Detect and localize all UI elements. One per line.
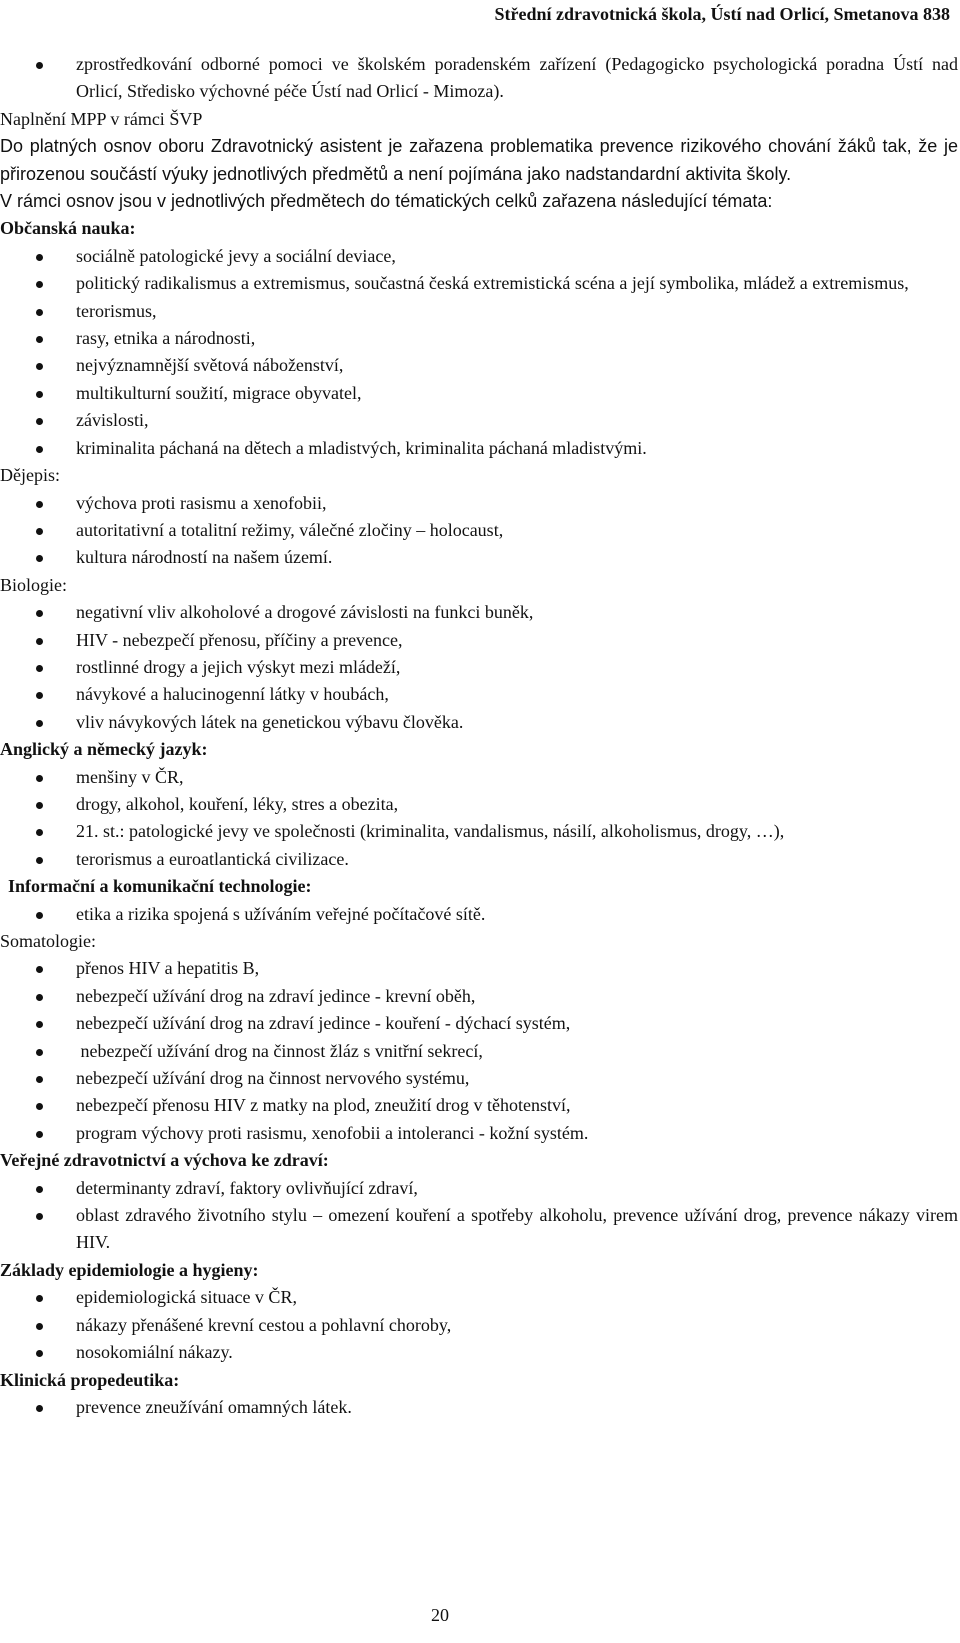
subject-heading-civics: Občanská nauka:: [0, 218, 136, 239]
list-item: kultura národností na našem území.: [0, 544, 958, 571]
bullet-icon: [36, 665, 43, 672]
list-item: determinanty zdraví, faktory ovlivňující zdraví,: [0, 1175, 958, 1202]
bullet-icon: [36, 418, 43, 425]
list-item: nebezpečí užívání drog na zdraví jedince - krevní oběh,: [0, 983, 958, 1010]
subject-list-civics: [0, 243, 958, 462]
bullet-icon: [36, 638, 43, 645]
list-item: politický radikalismus a extremismus, součastná česká extremistická scéna a její symbolika, mládež a extremismus,: [0, 270, 958, 297]
bullet-icon: [36, 720, 43, 727]
subject-list-history: [0, 490, 958, 572]
list-item: epidemiologická situace v ČR,: [0, 1284, 958, 1311]
list-item: etika a rizika spojená s užíváním veřejné počítačové sítě.: [0, 901, 958, 928]
list-item: negativní vliv alkoholové a drogové závislosti na funkci buněk,: [0, 599, 958, 626]
bullet-icon: [36, 857, 43, 864]
subject-heading-ict: Informační a komunikační technologie:: [8, 876, 312, 897]
bullet-icon: [36, 501, 43, 508]
page-number: 20: [431, 1605, 449, 1625]
list-item: prevence zneužívání omamných látek.: [0, 1394, 958, 1421]
list-item: multikulturní soužití, migrace obyvatel,: [0, 380, 958, 407]
bullet-icon: [36, 1186, 43, 1193]
bullet-icon: [36, 336, 43, 343]
bullet-icon: [36, 254, 43, 261]
list-item: terorismus a euroatlantická civilizace.: [0, 846, 958, 873]
list-item: rasy, etnika a národnosti,: [0, 325, 958, 352]
list-item: sociálně patologické jevy a sociální deviace,: [0, 243, 958, 270]
list-item: závislosti,: [0, 407, 958, 434]
bullet-icon: [36, 1103, 43, 1110]
list-item: rostlinné drogy a jejich výskyt mezi mládeží,: [0, 654, 958, 681]
bullet-icon: [36, 775, 43, 782]
list-item: nákazy přenášené krevní cestou a pohlavní choroby,: [0, 1312, 958, 1339]
subject-heading-epidemiology: Základy epidemiologie a hygieny:: [0, 1259, 259, 1280]
bullet-icon: [36, 1021, 43, 1028]
subject-heading-biology: Biologie:: [0, 574, 67, 595]
subject-list-public-health: [0, 1175, 958, 1257]
bullet-icon: [36, 1323, 43, 1330]
bullet-icon: [36, 802, 43, 809]
bullet-icon: [36, 1213, 43, 1220]
subject-heading-clinical: Klinická propedeutika:: [0, 1369, 180, 1390]
subject-heading-history: Dějepis:: [0, 465, 60, 486]
list-item: HIV - nebezpečí přenosu, příčiny a prevence,: [0, 627, 958, 654]
section-paragraph: Do platných osnov oboru Zdravotnický asistent je zařazena problematika prevence rizikového chování žáků tak, že je přirozenou součástí výuky jednotlivých předmětů a není pojímána jako nadstandardní aktivita školy.: [0, 136, 958, 184]
list-item: přenos HIV a hepatitis B,: [0, 955, 958, 982]
list-item: nebezpečí užívání drog na činnost žláz s vnitřní sekrecí,: [0, 1038, 958, 1065]
page-header: Střední zdravotnická škola, Ústí nad Orlicí, Smetanova 838: [494, 4, 950, 24]
list-item: 21. st.: patologické jevy ve společnosti (kriminalita, vandalismus, násilí, alkoholismus, drogy, …),: [0, 818, 958, 845]
list-item: drogy, alkohol, kouření, léky, stres a obezita,: [0, 791, 958, 818]
bullet-icon: [36, 363, 43, 370]
list-item: kriminalita páchaná na dětech a mladistvých, kriminalita páchaná mladistvými.: [0, 435, 958, 462]
topics-intro-line: V rámci osnov jsou v jednotlivých předmětech do tématických celků zařazena následující témata:: [0, 191, 773, 212]
list-item: nebezpečí užívání drog na činnost nervového systému,: [0, 1065, 958, 1092]
subject-list-ict: [0, 901, 958, 928]
subject-list-biology: [0, 599, 958, 736]
bullet-icon: [36, 528, 43, 535]
bullet-icon: [36, 281, 43, 288]
subject-list-clinical: [0, 1394, 958, 1421]
list-item: výchova proti rasismu a xenofobii,: [0, 490, 958, 517]
subject-list-languages: [0, 764, 958, 874]
bullet-icon: [36, 446, 43, 453]
bullet-icon: [36, 966, 43, 973]
list-item: program výchovy proti rasismu, xenofobii a intoleranci - kožní systém.: [0, 1120, 958, 1147]
subject-heading-public-health: Veřejné zdravotnictví a výchova ke zdraví:: [0, 1150, 329, 1171]
list-item: terorismus,: [0, 298, 958, 325]
bullet-icon: [36, 555, 43, 562]
bullet-icon: [36, 692, 43, 699]
intro-bullet-list: [0, 51, 958, 106]
bullet-icon: [36, 1295, 43, 1302]
subject-heading-somatology: Somatologie:: [0, 931, 96, 951]
bullet-icon: [36, 1049, 43, 1056]
bullet-icon: [36, 912, 43, 919]
list-item: oblast zdravého životního stylu – omezení kouření a spotřeby alkoholu, prevence užívání drog, prevence nákazy virem HIV.: [0, 1202, 958, 1257]
bullet-icon: [36, 1405, 43, 1412]
subject-list-epidemiology: [0, 1284, 958, 1366]
list-item: návykové a halucinogenní látky v houbách,: [0, 681, 958, 708]
bullet-icon: [36, 1350, 43, 1357]
list-item: nebezpečí užívání drog na zdraví jedince - kouření - dýchací systém,: [0, 1010, 958, 1037]
bullet-icon: [36, 1131, 43, 1138]
bullet-icon: [36, 62, 43, 69]
list-item: menšiny v ČR,: [0, 764, 958, 791]
list-item: vliv návykových látek na genetickou výbavu člověka.: [0, 709, 958, 736]
bullet-icon: [36, 610, 43, 617]
section-title: Naplnění MPP v rámci ŠVP: [0, 108, 203, 129]
list-item: nejvýznamnější světová náboženství,: [0, 352, 958, 379]
bullet-icon: [36, 829, 43, 836]
bullet-icon: [36, 994, 43, 1001]
bullet-icon: [36, 309, 43, 316]
list-item: zprostředkování odborné pomoci ve školském poradenském zařízení (Pedagogicko psychologická poradna Ústí nad Orlicí, Středisko výchovné péče Ústí nad Orlicí - Mimoza).: [0, 51, 958, 106]
subject-list-somatology: [0, 955, 958, 1147]
bullet-icon: [36, 1076, 43, 1083]
subject-heading-languages: Anglický a německý jazyk:: [0, 739, 208, 760]
bullet-icon: [36, 391, 43, 398]
page-content: [0, 51, 958, 1421]
list-item: nosokomiální nákazy.: [0, 1339, 958, 1366]
list-item: nebezpečí přenosu HIV z matky na plod, zneužití drog v těhotenství,: [0, 1092, 958, 1119]
list-item: autoritativní a totalitní režimy, válečné zločiny – holocaust,: [0, 517, 958, 544]
